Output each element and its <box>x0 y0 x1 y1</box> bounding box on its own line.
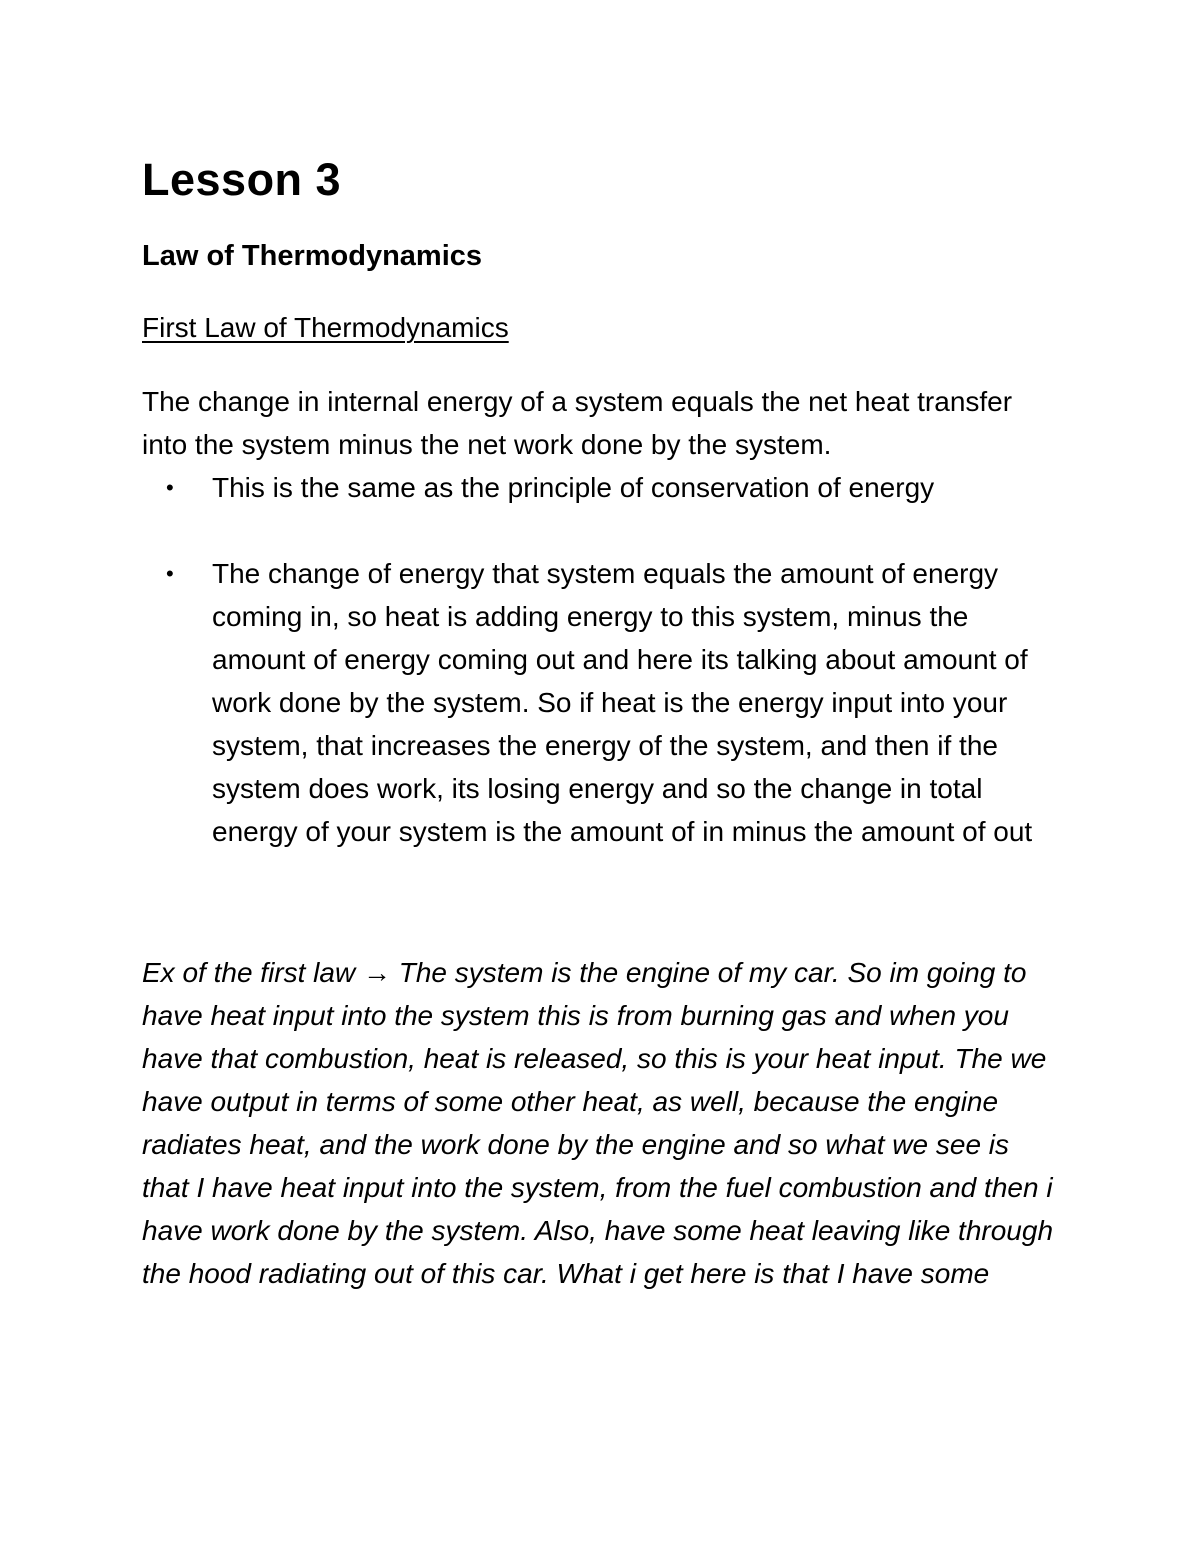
topic-heading: Law of Thermodynamics <box>142 240 483 272</box>
section-heading-first-law: First Law of Thermodynamics <box>142 312 509 343</box>
definition-paragraph: The change in internal energy of a system equals the net heat transfer into the system minus the net work done by the system. <box>142 386 1013 460</box>
bullet-icon: • <box>166 475 174 500</box>
bullet-icon: • <box>166 561 174 586</box>
bullet-item-energy-change <box>142 552 1057 853</box>
bullet-list <box>142 466 1057 853</box>
bullet-text: This is the same as the principle of conservation of energy <box>212 472 935 503</box>
bullet-item-conservation <box>142 466 1057 509</box>
bullet-text: The change of energy that system equals the amount of energy coming in, so heat is adding energy to this system, minus the amount of energy coming out and here its talking about amount of work done by the system. So if heat is the energy input into your system, that increases the energy of the system, and then if the system does work, its losing energy and so the change in total energy of your system is the amount of in minus the amount of out <box>212 558 1033 847</box>
example-paragraph: Ex of the first law → The system is the engine of my car. So im going to have heat input into the system this is from burning gas and when you have that combustion, heat is released, so this is your heat input. The we have output in terms of some other heat, as well, because the engine radiates heat, and the work done by the engine and so what we see is that I have heat input into the system, from the fuel combustion and then i have work done by the system. Also, have some heat leaving like through the hood radiating out of this car. What i get here is that I have some <box>142 957 1054 1289</box>
lesson-title: Lesson 3 <box>142 154 342 205</box>
document-body <box>142 152 1057 1295</box>
